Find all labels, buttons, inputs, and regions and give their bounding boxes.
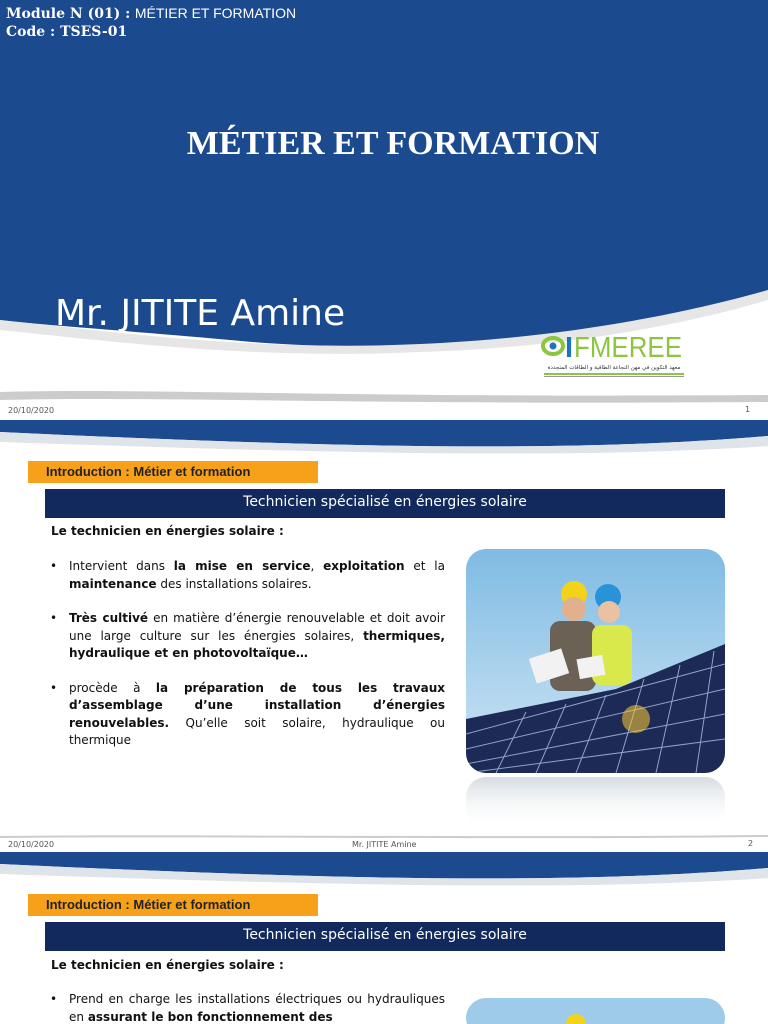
module-label: Module N (01) : — [6, 6, 131, 22]
footer-author: Mr. JITITE Amine — [352, 840, 417, 849]
list-item: • Très cultivé en matière d’énergie renouvelable et doit avoir une large culture sur les énergies solaires, thermiques, hydraulique et en photovoltaïque… — [50, 611, 446, 660]
author-name: Mr. JITITE Amine — [55, 293, 346, 334]
bullet-list — [50, 991, 445, 1024]
list-item: • procède à la préparation de tous les travaux d’assemblage d’une installation d’énergies renouvelables. Qu’elle soit solaire, hydraulique ou thermique — [50, 680, 445, 747]
section-tab-label: Introduction : Métier et formation — [46, 897, 251, 912]
intro-text: Le technicien en énergies solaire : — [51, 958, 284, 972]
slide-header-bar — [45, 489, 725, 518]
section-tab-label: Introduction : Métier et formation — [46, 464, 251, 479]
svg-text:I: I — [565, 332, 574, 364]
intro-text: Le technicien en énergies solaire : — [51, 524, 284, 538]
page-number: 2 — [748, 839, 754, 848]
solar-technicians-photo — [466, 998, 725, 1024]
content-slide-3 — [0, 852, 768, 1024]
bullet-list — [50, 558, 445, 767]
footer-date: 20/10/2020 — [8, 406, 55, 415]
page-number: 1 — [745, 405, 751, 414]
slide-header-bar — [45, 922, 725, 951]
slide-header-text: Technicien spécialisé en énergies solaire — [243, 494, 527, 510]
logo-arabic-text: معهد التكوين في مهن النجاعة الطاقية و الطاقات المتجددة — [547, 365, 681, 371]
module-line — [6, 5, 296, 22]
footer-date: 20/10/2020 — [8, 840, 55, 849]
svg-text:FMEREE: FMEREE — [574, 332, 682, 364]
module-name: MÉTIER ET FORMATION — [134, 5, 297, 21]
section-tab — [28, 894, 318, 916]
slide-title: MÉTIER ET FORMATION — [186, 125, 600, 162]
section-tab — [28, 461, 318, 483]
ifmeree-logo — [540, 328, 688, 384]
code-line: Code : TSES-01 — [6, 24, 128, 40]
list-item: • Prend en charge les installations électriques ou hydrauliques en assurant le bon fonctionnement des — [50, 992, 445, 1024]
solar-technicians-photo — [466, 549, 725, 829]
title-slide — [0, 0, 768, 420]
footer-divider — [0, 824, 768, 830]
ifmeree-logo-mark — [540, 328, 688, 384]
header-wave — [0, 852, 768, 900]
slide-header-text: Technicien spécialisé en énergies solaire — [243, 927, 527, 943]
content-slide-2 — [0, 420, 768, 852]
list-item: • Intervient dans la mise en service, exploitation et la maintenance des installations solaires. — [50, 559, 445, 591]
